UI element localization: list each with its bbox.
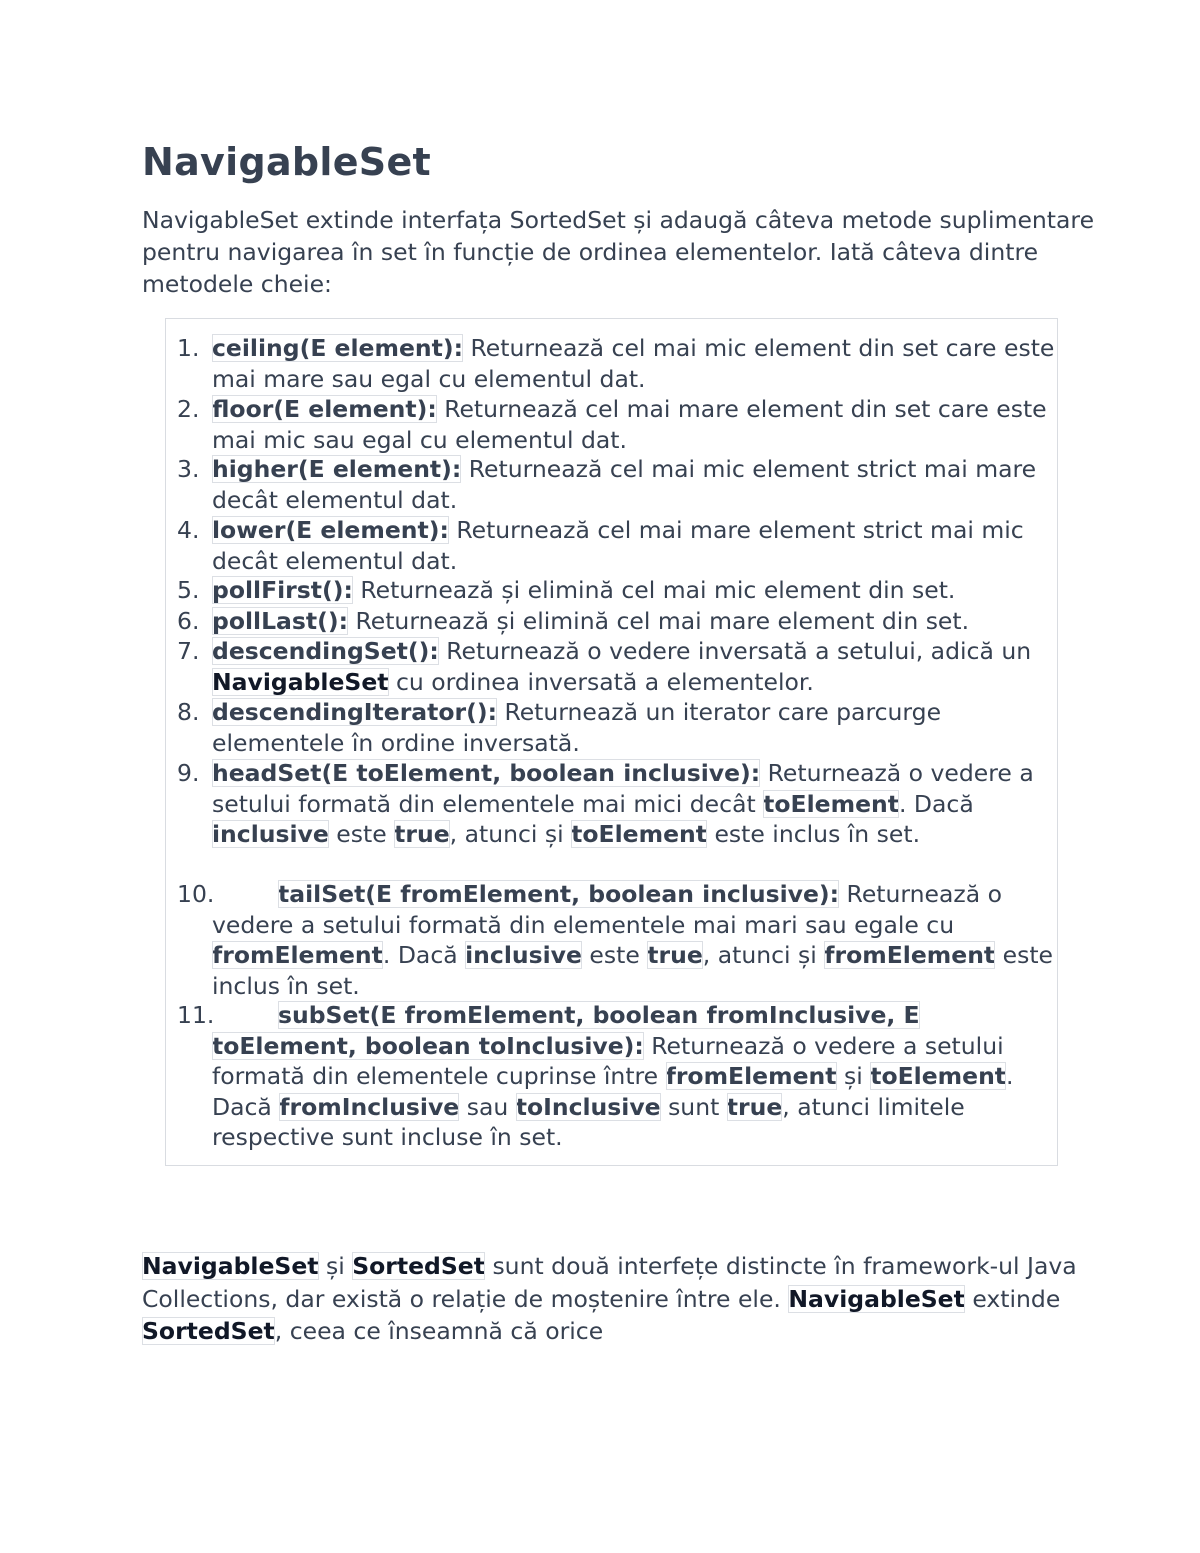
list-item-number: 2.: [177, 395, 200, 423]
method-description: este: [328, 820, 395, 848]
intro-paragraph: NavigableSet extinde interfața SortedSet și adaugă câteva metode suplimentare pentru navigarea în set în funcție de ordinea elementelor. Iată câteva dintre metodele cheie:: [142, 206, 1095, 298]
inline-code: inclusive: [212, 820, 329, 848]
list-item-text: [212, 879, 1058, 1001]
inline-code: fromElement: [665, 1062, 837, 1090]
method-signature: pollLast():: [212, 607, 349, 635]
inline-code: toElement: [763, 789, 899, 818]
page-title: NavigableSet: [142, 140, 431, 184]
methods-list-box: [165, 318, 1058, 1166]
method-description: sunt: [660, 1092, 727, 1121]
list-item-number: 6.: [177, 607, 200, 635]
method-description: . Dacă: [898, 789, 974, 818]
inline-code: toElement: [870, 1062, 1007, 1090]
list-item-number: 4.: [177, 516, 200, 544]
list-item-text: [212, 1000, 1058, 1153]
method-signature: pollFirst():: [212, 576, 353, 604]
method-description: Returnează și elimină cel mai mic element din set.: [352, 576, 956, 604]
inline-code: SortedSet: [352, 1252, 485, 1280]
inline-code: true: [394, 820, 450, 848]
inline-code: SortedSet: [142, 1317, 275, 1345]
list-item-text: [212, 394, 1058, 455]
list-item-number: 7.: [177, 637, 200, 665]
paragraph-text: sunt două interfețe distincte în framework-ul Java Collections, dar există o relație de moștenire între ele.: [142, 1252, 1077, 1313]
method-description: Returnează o vedere a setului formată din elementele cuprinse între: [212, 1031, 1004, 1090]
list-item-number: 5.: [177, 576, 200, 604]
list-item-number: 9.: [177, 759, 200, 787]
method-signature: descendingIterator():: [212, 698, 497, 726]
method-description: Returnează o vedere a setului formată din elementele mai mici decât: [212, 759, 1034, 818]
paragraph-text: , ceea ce înseamnă că orice: [274, 1317, 604, 1345]
inline-code: true: [647, 941, 703, 969]
method-description: este: [581, 941, 648, 969]
paragraph-text: extinde: [964, 1284, 1061, 1313]
inline-code: true: [726, 1092, 783, 1121]
list-item-number: 11.: [177, 1001, 215, 1029]
method-description: Returnează un iterator care parcurge elementele în ordine inversată.: [212, 698, 942, 757]
method-signature: lower(E element):: [212, 516, 449, 544]
method-description: Returnează o vedere a setului formată din elementele mai mari sau egale cu: [212, 880, 1002, 939]
method-description: , atunci limitele respective sunt incluse în set.: [212, 1092, 965, 1151]
list-item-number: 8.: [177, 698, 200, 726]
method-signature: tailSet(E fromElement, boolean inclusive):: [278, 880, 840, 908]
method-description: Returnează cel mai mare element din set care este mai mic sau egal cu elementul dat.: [212, 395, 1047, 454]
method-description: cu ordinea inversată a elementelor.: [388, 667, 814, 696]
inline-code: inclusive: [465, 941, 582, 969]
list-item-text: [212, 575, 1058, 606]
list-item-number: 1.: [177, 334, 200, 362]
method-description: . Dacă: [382, 941, 466, 969]
method-signature: ceiling(E element):: [212, 334, 464, 362]
inline-code: NavigableSet: [212, 667, 389, 696]
inline-code: fromElement: [212, 941, 383, 969]
method-description: , atunci și: [702, 941, 825, 969]
paragraph-text: și: [318, 1252, 353, 1280]
method-signature: subSet(E fromElement, boolean fromInclusive, E toElement, boolean toInclusive):: [212, 1001, 920, 1060]
method-description: , atunci și: [449, 820, 572, 848]
list-item-number: 3.: [177, 455, 200, 483]
inline-code: fromInclusive: [279, 1092, 460, 1121]
method-signature: descendingSet():: [212, 637, 439, 665]
inline-code: fromElement: [824, 941, 996, 969]
inline-code: NavigableSet: [788, 1284, 965, 1313]
list-item-text: [212, 636, 1058, 697]
inline-code: toInclusive: [515, 1092, 661, 1121]
method-description: Returnează cel mai mic element strict mai mare decât elementul dat.: [212, 455, 1037, 514]
list-item-text: [212, 454, 1058, 515]
method-description: și: [836, 1062, 871, 1090]
method-description: sau: [459, 1092, 516, 1121]
list-item-text: [212, 606, 1058, 637]
method-description: Returnează cel mai mare element strict mai mic decât elementul dat.: [212, 516, 1024, 575]
list-item-text: [212, 758, 1058, 850]
method-description: este inclus în set.: [212, 941, 1054, 1000]
list-item-number: 10.: [177, 880, 215, 908]
method-description: Returnează o vedere inversată a setului, adică un: [438, 637, 1032, 665]
list-item-text: [212, 515, 1058, 576]
method-signature: floor(E element):: [212, 395, 437, 423]
method-description: . Dacă: [212, 1062, 1014, 1121]
inline-code: toElement: [571, 820, 707, 848]
method-description: Returnează și elimină cel mai mare element din set.: [348, 607, 970, 635]
relationship-paragraph: [142, 1250, 1102, 1348]
inline-code: NavigableSet: [142, 1252, 319, 1280]
list-item-text: [212, 697, 1058, 758]
method-description: este inclus în set.: [706, 820, 921, 848]
method-signature: higher(E element):: [212, 455, 462, 483]
method-signature: headSet(E toElement, boolean inclusive):: [212, 759, 761, 787]
list-item-text: [212, 333, 1058, 394]
method-description: Returnează cel mai mic element din set care este mai mare sau egal cu elementul dat.: [212, 334, 1055, 393]
